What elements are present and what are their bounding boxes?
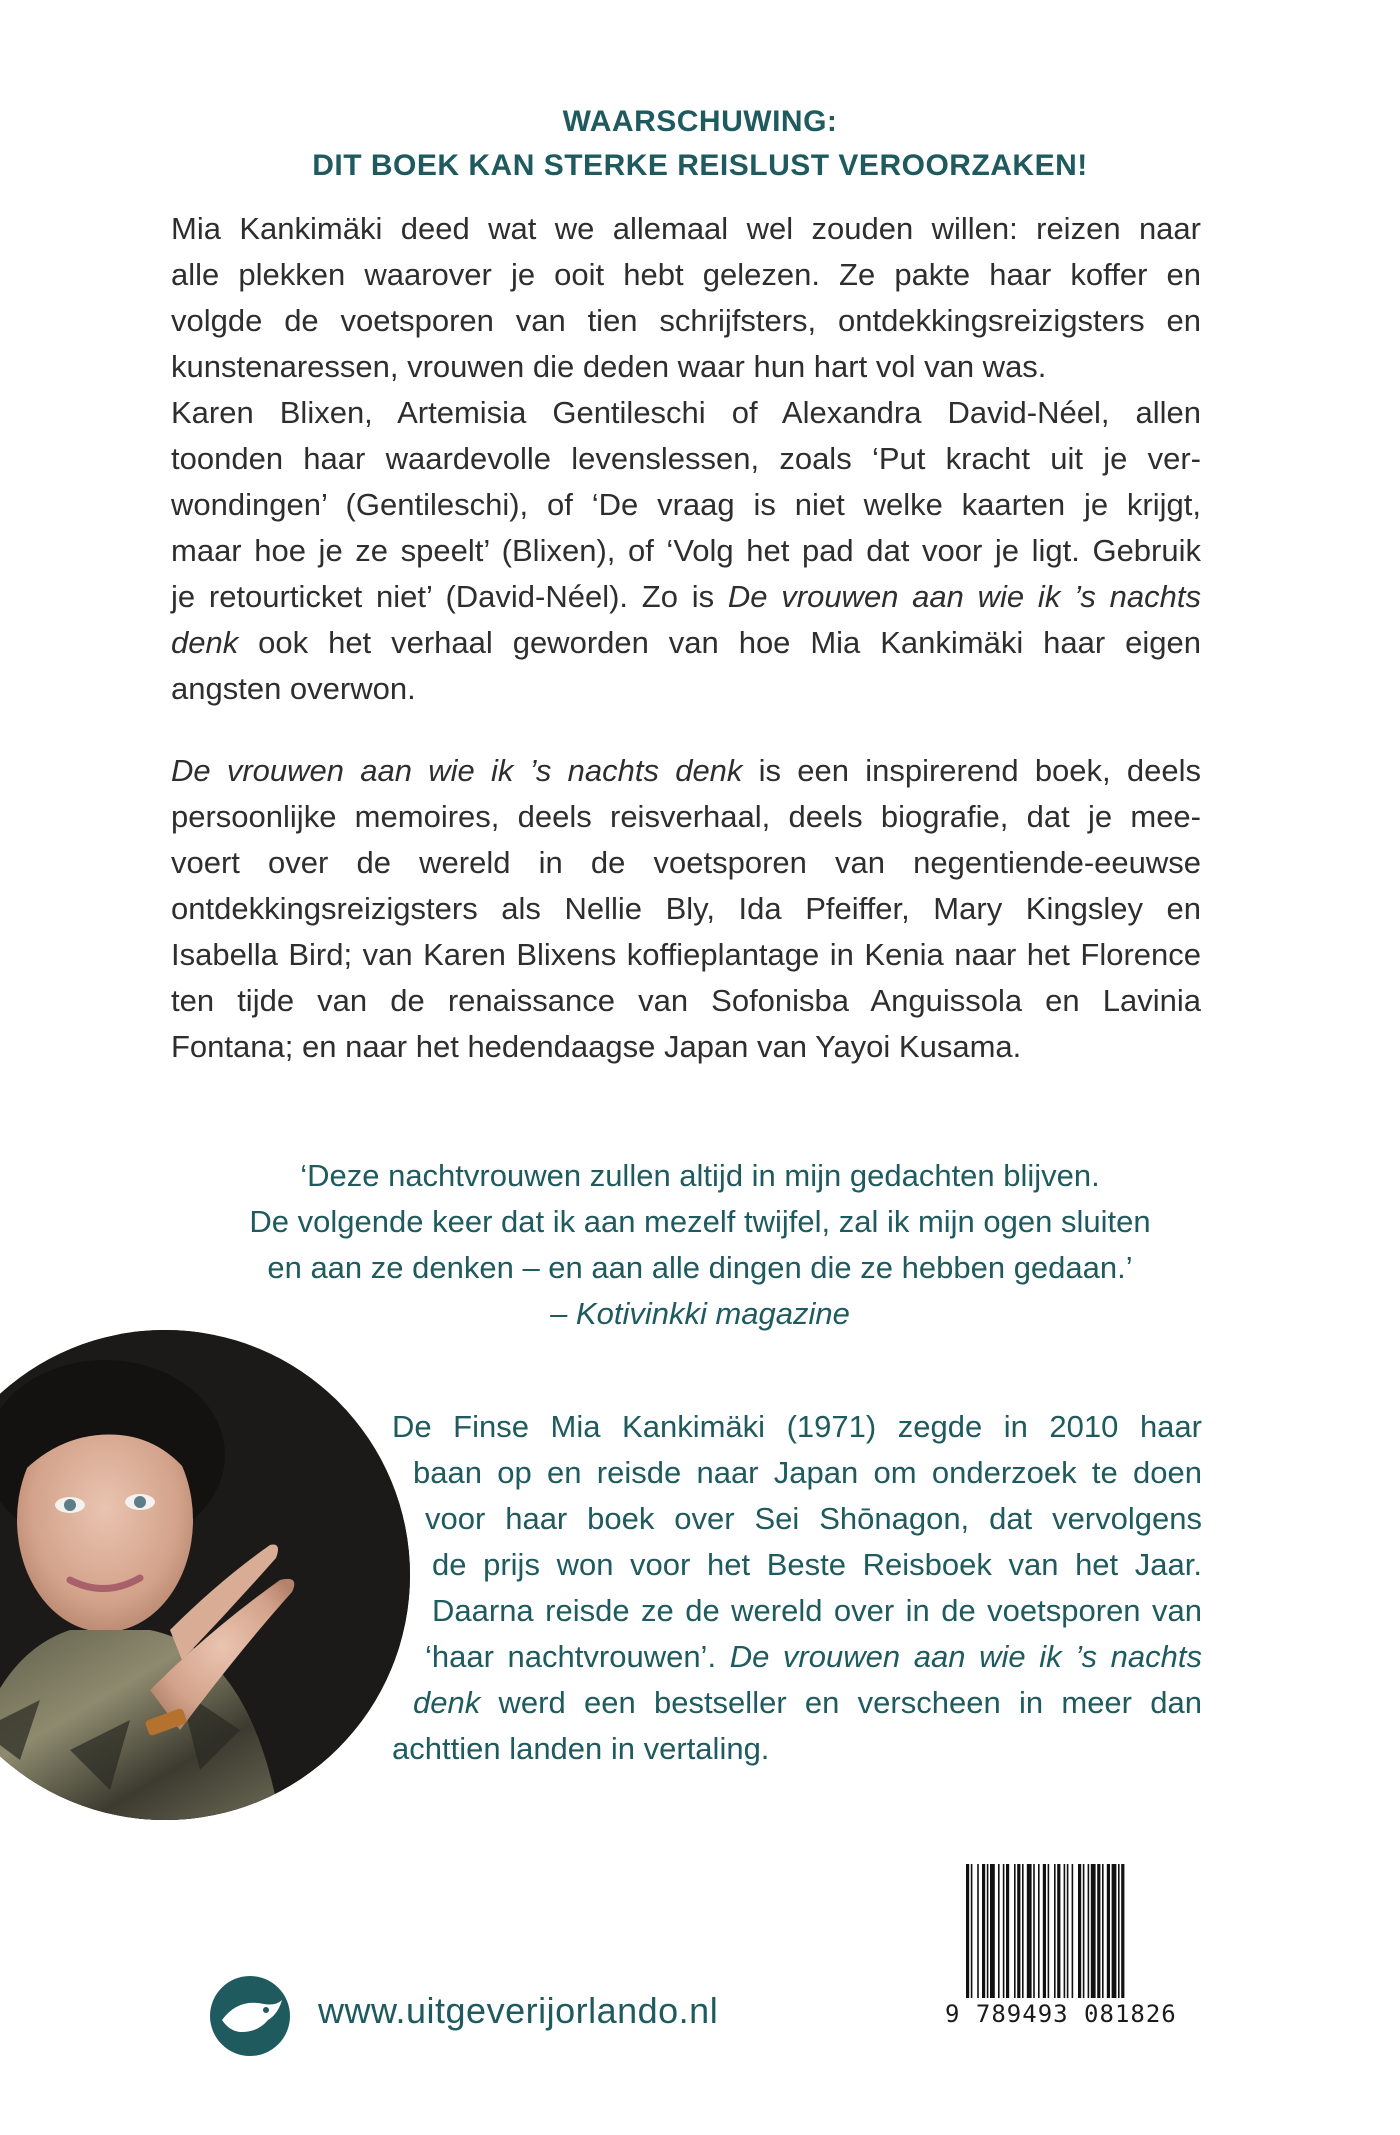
text-line: angsten overwon. [171, 671, 416, 706]
text-run: ook het verhaal geworden van hoe Mia Kankimäki haar eigen [238, 625, 1201, 660]
review-quote [0, 1153, 1400, 1337]
text-line [171, 620, 1201, 666]
barcode-bar [987, 1864, 989, 1998]
barcode-bar [971, 1864, 973, 1998]
text-line: Isabella Bird; van Karen Blixens koffieplantage in Kenia naar het Florence [171, 937, 1201, 972]
text-line: wondingen’ (Gentileschi), of ‘De vraag is niet welke kaarten je krijgt, [171, 487, 1201, 522]
barcode-bar [1003, 1864, 1005, 1998]
barcode-bar [1112, 1864, 1117, 1998]
text-line: Fontana; en naar het hedendaagse Japan van Yayoi Kusama. [171, 1029, 1022, 1064]
isbn-number: 9 789493 081826 [945, 2000, 1177, 2028]
text-line: ontdekkingsreizigsters als Nellie Bly, Ida Pfeiffer, Mary Kingsley en [171, 891, 1201, 926]
text-run: je retourticket niet’ (David-Néel). Zo is [171, 579, 728, 614]
text-line: alle plekken waarover je ooit hebt gelezen. Ze pakte haar koffer en [171, 257, 1201, 292]
barcode-bar [1088, 1864, 1090, 1998]
text-run: ‘haar nachtvrouwen’. [425, 1639, 730, 1674]
barcode-bar [1102, 1864, 1104, 1998]
barcode-bar [1118, 1864, 1120, 1998]
barcode-bar [1078, 1864, 1081, 1998]
text-run: is een inspirerend boek, deels [742, 753, 1201, 788]
quote-line-1: ‘Deze nachtvrouwen zullen altijd in mijn gedachten blijven. [300, 1158, 1100, 1193]
barcode-bar [1064, 1864, 1066, 1998]
bio-line: voor haar boek over Sei Shōnagon, dat vervolgens [425, 1501, 1202, 1536]
barcode-bar [1121, 1864, 1124, 1998]
barcode-bars [962, 1864, 1202, 1998]
barcode-bar [1022, 1864, 1024, 1998]
text-run: werd een bestseller en verscheen in meer dan [480, 1685, 1202, 1720]
warning-line-1: WAARSCHUWING: [562, 105, 838, 138]
book-title: denk [171, 625, 239, 660]
barcode-bar [1054, 1864, 1056, 1998]
barcode-bar [1027, 1864, 1032, 1998]
barcode-bar [1033, 1864, 1035, 1998]
book-title: De vrouwen aan wie ik ’s nachts [729, 1639, 1202, 1674]
bio-line: baan op en reisde naar Japan om onderzoek te doen [413, 1455, 1202, 1490]
barcode-bar [998, 1864, 1000, 1998]
barcode-bar [1038, 1864, 1040, 1998]
text-line: Karen Blixen, Artemisia Gentileschi of Alexandra David-Néel, allen [171, 395, 1201, 430]
publisher-website-link[interactable]: www.uitgeverijorlando.nl [318, 1990, 719, 2031]
text-line: toonden haar waardevolle levenslessen, zoals ‘Put kracht uit je ver- [171, 441, 1201, 476]
barcode-bar [1107, 1864, 1110, 1998]
bio-line: Daarna reisde ze de wereld over in de voetsporen van [432, 1593, 1202, 1628]
book-title: De vrouwen aan wie ik ’s nachts denk [171, 753, 743, 788]
author-portrait-illustration [0, 1330, 410, 1820]
barcode-bar [1091, 1864, 1096, 1998]
bio-line: De Finse Mia Kankimäki (1971) zegde in 2010 haar [392, 1409, 1202, 1444]
text-line: kunstenaressen, vrouwen die deden waar hun hart vol van was. [171, 349, 1047, 384]
bio-line: de prijs won voor het Beste Reisboek van het Jaar. [432, 1547, 1202, 1582]
barcode-bar [1043, 1864, 1046, 1998]
author-photo [0, 1330, 410, 1820]
book-title: De vrouwen aan wie ik ’s nachts [727, 579, 1201, 614]
quote-source: – Kotivinkki magazine [550, 1296, 850, 1331]
barcode [962, 1864, 1202, 1998]
barcode-bar [1072, 1864, 1074, 1998]
barcode-bar [966, 1864, 969, 1998]
text-line: ten tijde van de renaissance van Sofonisba Anguissola en Lavinia [171, 983, 1201, 1018]
description-paragraph-1 [171, 206, 1201, 712]
barcode-bar [1083, 1864, 1085, 1998]
barcode-bar [1017, 1864, 1020, 1998]
book-title: denk [413, 1685, 481, 1720]
publisher-bird-logo-icon [208, 1974, 292, 2058]
barcode-bar [1097, 1864, 1100, 1998]
text-line [171, 574, 1201, 620]
bio-line [413, 1680, 1202, 1726]
quote-line-2: De volgende keer dat ik aan mezelf twijfel, zal ik mijn ogen sluiten [249, 1204, 1151, 1239]
bio-line: achttien landen in vertaling. [392, 1731, 770, 1766]
warning-heading [0, 100, 1400, 188]
barcode-bar [990, 1864, 995, 1998]
bio-line [425, 1634, 1202, 1680]
text-line: Mia Kankimäki deed wat we allemaal wel zouden willen: reizen naar [171, 211, 1201, 246]
text-line [171, 748, 1201, 794]
barcode-bar [1006, 1864, 1009, 1998]
text-line: maar hoe je ze speelt’ (Blixen), of ‘Volg het pad dat voor je ligt. Gebruik [171, 533, 1201, 568]
text-line: voert over de wereld in de voetsporen van negentiende-eeuwse [171, 845, 1201, 880]
warning-line-2: DIT BOEK KAN STERKE REISLUST VEROORZAKEN! [312, 149, 1088, 182]
barcode-bar [1014, 1864, 1016, 1998]
barcode-bar [1057, 1864, 1060, 1998]
barcode-bar [1067, 1864, 1069, 1998]
barcode-bar [977, 1864, 979, 1998]
text-line: volgde de voetsporen van tien schrijfsters, ontdekkingsreizigsters en [171, 303, 1201, 338]
description-paragraph-2 [171, 748, 1201, 1070]
quote-line-3: en aan ze denken – en aan alle dingen die ze hebben gedaan.’ [267, 1250, 1133, 1285]
barcode-bar [982, 1864, 985, 1998]
text-line: persoonlijke memoires, deels reisverhaal, deels biografie, dat je mee- [171, 799, 1201, 834]
barcode-bar [1048, 1864, 1050, 1998]
